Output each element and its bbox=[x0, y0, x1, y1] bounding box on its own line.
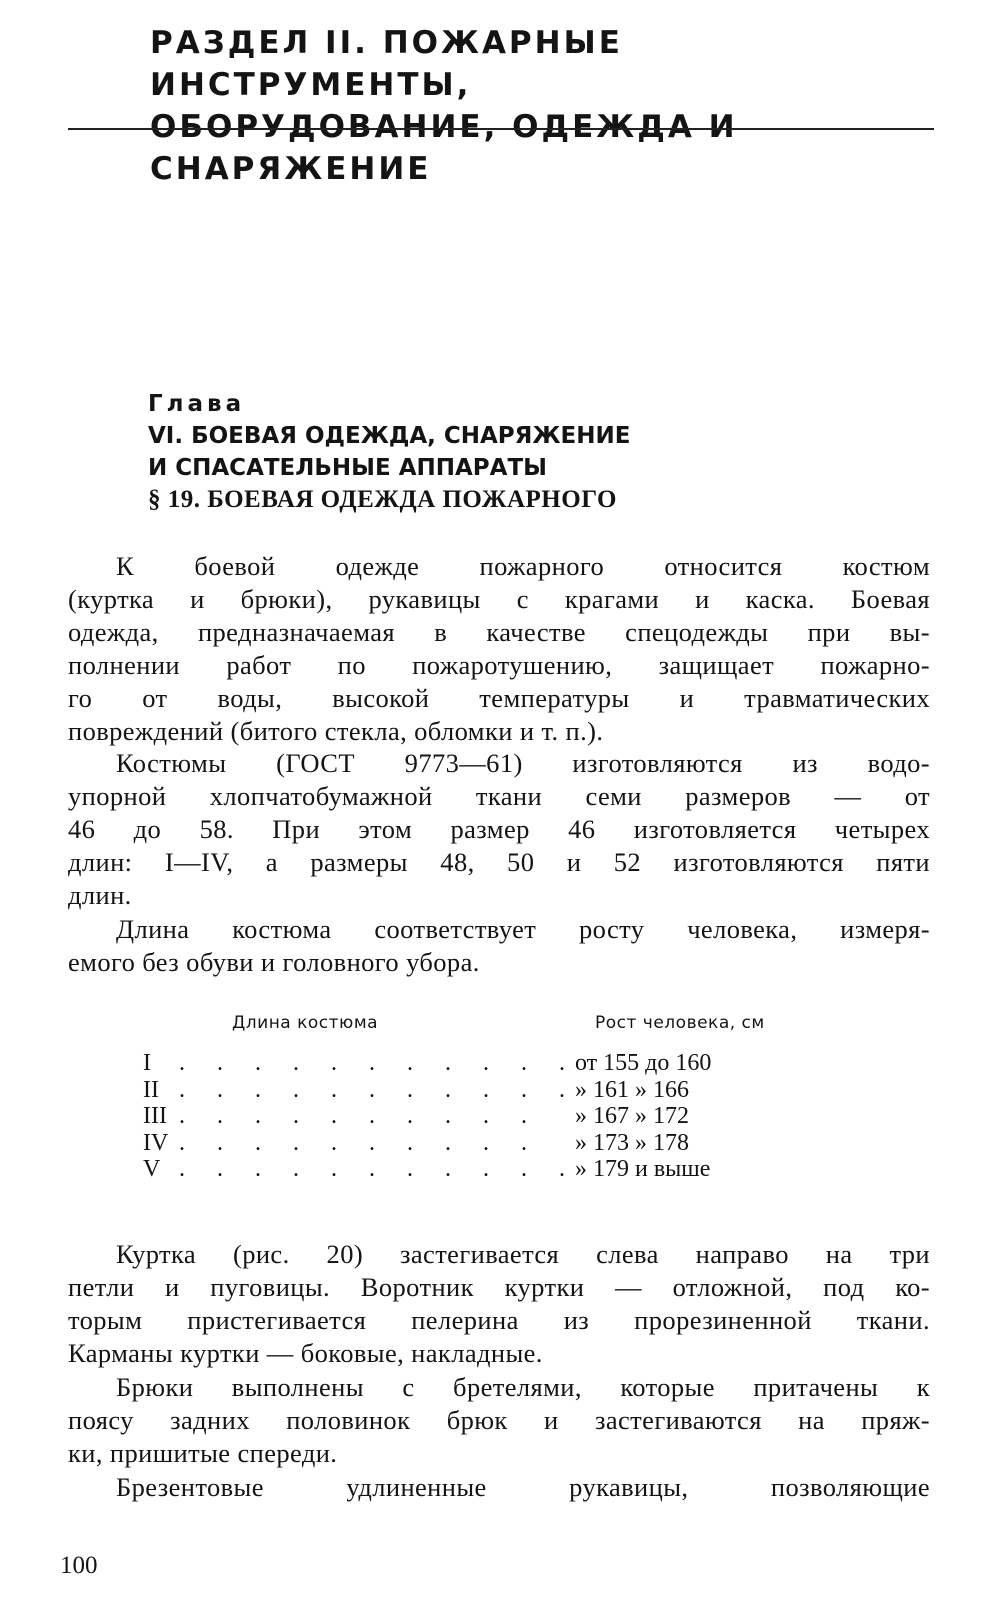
text-line: Брюки выполнены с бретелями, которые притачены к bbox=[116, 1372, 930, 1402]
chapter-title-line-2: И СПАСАТЕЛЬНЫЕ АППАРАТЫ bbox=[148, 455, 547, 481]
table-row bbox=[143, 1156, 803, 1183]
length-cell: V bbox=[143, 1156, 161, 1182]
text-line: емого без обуви и головного убора. bbox=[68, 947, 480, 977]
leader-dots: . . . . . . . . . . . bbox=[179, 1076, 578, 1103]
chapter-title-text-1: VI. БОЕВАЯ ОДЕЖДА, СНАРЯЖЕНИЕ bbox=[148, 423, 631, 449]
section-title-line-1: РАЗДЕЛ II. ПОЖАРНЫЕ ИНСТРУМЕНТЫ, bbox=[150, 25, 623, 103]
table-row bbox=[143, 1077, 803, 1104]
text-line: полнении работ по пожаротушению, защищает пожарно- bbox=[68, 650, 930, 680]
text-line: Длина костюма соответствует росту человека, измеря- bbox=[116, 914, 930, 944]
height-cell: » 161 » 166 bbox=[575, 1076, 689, 1103]
page-number: 100 bbox=[60, 1552, 98, 1579]
text-line: Костюмы (ГОСТ 9773—61) изготовляются из водо- bbox=[116, 748, 930, 778]
section-title bbox=[150, 22, 950, 190]
table-header-height: Рост человека, см bbox=[595, 1013, 765, 1033]
length-cell: IV bbox=[143, 1129, 169, 1156]
text-line: повреждений (битого стекла, обломки и т. п.). bbox=[68, 716, 604, 746]
body-paragraph-4 bbox=[68, 1238, 930, 1370]
length-cell: II bbox=[143, 1076, 159, 1103]
length-cell: III bbox=[143, 1103, 167, 1129]
chapter-title-line-1 bbox=[148, 388, 908, 452]
leader-dots: . . . . . . . . . . bbox=[179, 1129, 540, 1156]
body-paragraph-5 bbox=[68, 1371, 930, 1470]
text-line: поясу задних половинок брюк и застегиваются на пряж- bbox=[68, 1405, 930, 1435]
text-line: одежда, предназначаемая в качестве спецодежды при вы- bbox=[68, 617, 930, 647]
body-paragraph-1 bbox=[68, 550, 930, 748]
text-line: К боевой одежде пожарного относится костюм bbox=[116, 551, 930, 581]
text-line: (куртка и брюки), рукавицы с крагами и каска. Боевая bbox=[68, 584, 930, 614]
body-paragraph-6 bbox=[68, 1471, 930, 1504]
body-paragraph-2 bbox=[68, 747, 930, 912]
table-header-length: Длина костюма bbox=[232, 1013, 379, 1033]
size-table bbox=[143, 1050, 803, 1183]
text-line: 46 до 58. При этом размер 46 изготовляется четырех bbox=[68, 814, 930, 844]
leader-dots: . . . . . . . . . . . bbox=[179, 1156, 578, 1182]
height-cell: » 173 » 178 bbox=[575, 1129, 689, 1156]
leader-dots: . . . . . . . . . . . bbox=[179, 1050, 578, 1076]
text-line: длин. bbox=[68, 880, 132, 910]
table-row bbox=[143, 1103, 803, 1130]
chapter-title bbox=[148, 388, 908, 484]
section-divider bbox=[68, 128, 934, 130]
text-line: ки, пришитые спереди. bbox=[68, 1438, 338, 1468]
section-title-line-2: ОБОРУДОВАНИЕ, ОДЕЖДА И СНАРЯЖЕНИЕ bbox=[150, 109, 738, 187]
table-row bbox=[143, 1130, 803, 1157]
height-cell: от 155 до 160 bbox=[575, 1050, 712, 1076]
chapter-lead: Глава bbox=[148, 391, 246, 417]
text-line: длин: I—IV, а размеры 48, 50 и 52 изготовляются пяти bbox=[68, 847, 930, 877]
text-line: го от воды, высокой температуры и травматических bbox=[68, 683, 930, 713]
body-paragraph-3 bbox=[68, 913, 930, 979]
text-line: упорной хлопчатобумажной ткани семи размеров — от bbox=[68, 781, 930, 811]
text-line: торым пристегивается пелерина из прорезиненной ткани. bbox=[68, 1305, 930, 1335]
text-line: Брезентовые удлиненные рукавицы, позволяющие bbox=[116, 1472, 930, 1502]
height-cell: » 179 и выше bbox=[575, 1156, 711, 1182]
leader-dots: . . . . . . . . . . bbox=[179, 1103, 540, 1129]
text-line: петли и пуговицы. Воротник куртки — отложной, под ко- bbox=[68, 1272, 930, 1302]
text-line: Карманы куртки — боковые, накладные. bbox=[68, 1338, 543, 1368]
length-cell: I bbox=[143, 1050, 151, 1076]
paragraph-heading: § 19. БОЕВАЯ ОДЕЖДА ПОЖАРНОГО bbox=[148, 486, 617, 513]
table-row bbox=[143, 1050, 803, 1077]
height-cell: » 167 » 172 bbox=[575, 1103, 689, 1129]
text-line: Куртка (рис. 20) застегивается слева направо на три bbox=[116, 1239, 930, 1269]
